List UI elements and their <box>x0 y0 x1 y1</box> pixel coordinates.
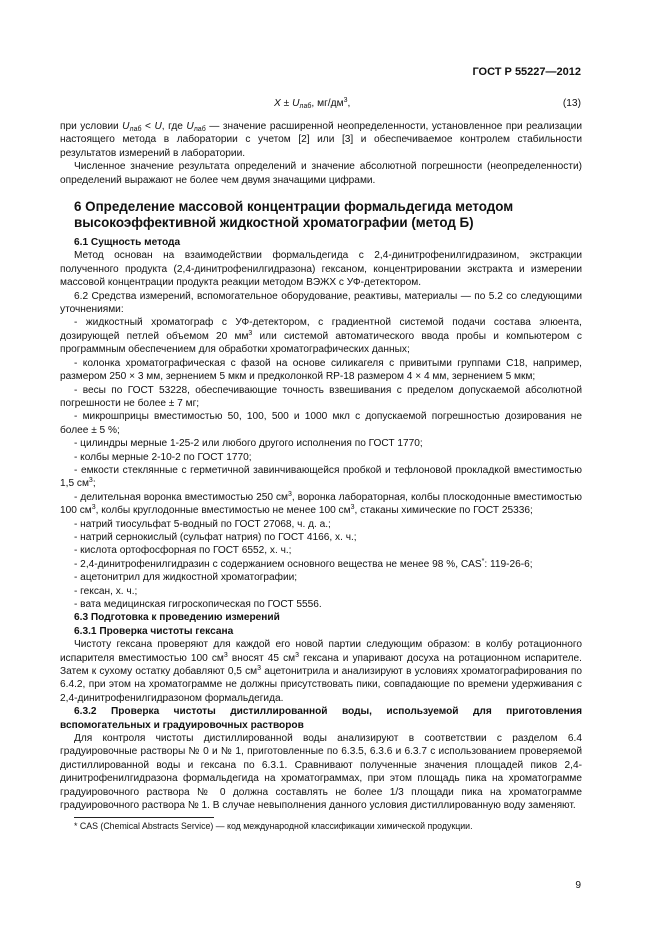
hexane-check-text: Чистоту гексана проверяют для каждой его новой партии следующим образом: в колбу ротационного испарителя вместимостью 100 $см^3$ вносят 45 $см^3$ гексана и упаривают досуха на ротационном испарителе. Затем к сухому остатку добавляют 0,5 $см^3$ ацетонитрила и анализируют в условиях хроматографирования по 6.4.2, при этом на хроматограмме не должны присутствовать пики, совпадающие по времени удерживания с 2,4-динитрофенилгидразоном формальдегида. <box>60 639 582 704</box>
document-body <box>60 120 582 832</box>
list-item: - 2,4-динитрофенилгидразин с содержанием основного вещества не менее 98 %, CAS*: 119-26-6; <box>74 557 533 570</box>
list-item: - кислота ортофосфорная по ГОСТ 6552, х. ч.; <box>74 545 292 557</box>
footnote: * CAS (Chemical Abstracts Service) — код международной классификации химической продукции. <box>74 820 473 831</box>
eq-unit: , мг/дм <box>311 98 344 109</box>
page-number: 9 <box>575 880 581 891</box>
eq-pm: ± <box>280 98 293 109</box>
eq-sup: 3 <box>343 97 348 104</box>
footnote-divider <box>74 817 214 818</box>
eq-end: , <box>347 98 351 109</box>
list-item: - ацетонитрил для жидкостной хроматографии; <box>74 572 298 584</box>
list-item: - весы по ГОСТ 53228, обеспечивающие точность взвешивания с пределом допускаемой абсолютной погрешности не более ± 7 мг; <box>60 384 582 409</box>
heading-6-3: 6.3 Подготовка к проведению измерений <box>74 612 280 624</box>
paragraph-6-2: 6.2 Средства измерений, вспомогательное оборудование, реактивы, материалы — по 5.2 со следующими уточнениями: <box>60 290 582 316</box>
list-item: - емкости стеклянные с герметичной завинчивающейся пробкой и тефлоновой прокладкой вместимостью 1,5 $см^3$; <box>60 464 582 490</box>
list-item: - натрий сернокислый (сульфат натрия) по ГОСТ 4166, х. ч.; <box>74 531 357 543</box>
list-item: - вата медицинская гигроскопическая по ГОСТ 5556. <box>74 599 322 610</box>
list-item: - натрий тиосульфат 5-водный по ГОСТ 27068, ч. д. а.; <box>74 518 331 530</box>
heading-6-3-1: 6.3.1 Проверка чистоты гексана <box>74 625 234 637</box>
list-item: - гексан, х. ч.; <box>74 585 138 597</box>
equation-number: (13) <box>562 98 581 109</box>
water-check-text: Для контроля чистоты дистиллированной воды анализируют в соответствии с разделом 6.4 градуировочные растворы № 0 и № 1, приготовленные по 6.3.5, 6.3.6 и 6.3.7 с использованием проверяемой дистиллированной воды и гексана по 6.3.1. Сравнивают полученные значения площадей пиков 2,4-динитрофенилгидразона формальдегида на хроматограммах, при этом площадь пика на хроматограмме градуировочного раствора № 0 должна составлять не более 1/3 площади пика на хроматограмме градуировочного раствора № 1. В случае невыполнения данного условия дистиллированную воду заменяют. <box>60 733 582 812</box>
eq-sub: лаб <box>299 103 312 110</box>
method-principle: Метод основан на взаимодействии формальдегида с 2,4-динитрофенилгидразином, экстракции полученного продукта (2,4-динитрофенилгидразона) гексаном, концентрировании экстракта и измерении массовой концентрации продукта реакции методом ВЭЖХ с УФ-детектором. <box>60 250 582 289</box>
uncertainty-paragraph: при условии $U_{лаб} < U$, где $U_{лаб}$ — значение расширенной неопределенности, установленное при реализации настоящего метода в лаборатории с учетом [2] или [3] и обеспечиваемое контролем стабильности результатов измерений в лаборатории. <box>60 121 582 159</box>
eq-u: U <box>292 98 300 109</box>
standard-header: ГОСТ Р 55227—2012 <box>472 66 581 78</box>
eq-x: X <box>274 98 281 109</box>
list-item: - колбы мерные 2-10-2 по ГОСТ 1770; <box>74 451 252 463</box>
heading-6-3-2: 6.3.2 Проверка чистоты дистиллированной воды, используемой для приготовления вспомогательных и градуировочных растворов <box>60 706 582 731</box>
list-item: - цилиндры мерные 1-25-2 или любого другого исполнения по ГОСТ 1770; <box>74 438 423 450</box>
equation-13 <box>274 98 350 109</box>
list-item: - колонка хроматографическая с фазой на основе силикагеля с привитыми группами С18, например, размером 250 × 3 мм, зернением 5 мкм и предколонкой RP-18 размером 4 × 4 мм, зернением 5 мкм; <box>60 357 582 383</box>
heading-6-1: 6.1 Сущность метода <box>74 237 181 249</box>
digits-paragraph: Численное значение результата определений и значение абсолютной погрешности (неопределенности) определений выражают не более чем двумя значащими цифрами. <box>60 161 582 186</box>
list-item: - делительная воронка вместимостью 250 $см^3$, воронка лабораторная, колбы плоскодонные вместимостью 100 $см^3$, колбы круглодонные вместимостью не менее 100 $см^3$, стаканы химические по ГОСТ 25336; <box>60 490 582 517</box>
list-item: - жидкостный хроматограф с УФ-детектором, с градиентной системой подачи состава элюента, дозирующей петлей объемом 20 $мм^3$ или системой автоматического ввода пробы и компьютером с программным обеспечением для обработки хроматографических данных; <box>60 317 582 356</box>
list-item: - микрошприцы вместимостью 50, 100, 500 и 1000 мкл с допускаемой погрешностью дозирования не более ± 5 %; <box>60 411 582 436</box>
section-6-title: 6 Определение массовой концентрации формальдегида методом высокоэффективной жидкостной хроматографии (метод Б) <box>74 199 514 231</box>
